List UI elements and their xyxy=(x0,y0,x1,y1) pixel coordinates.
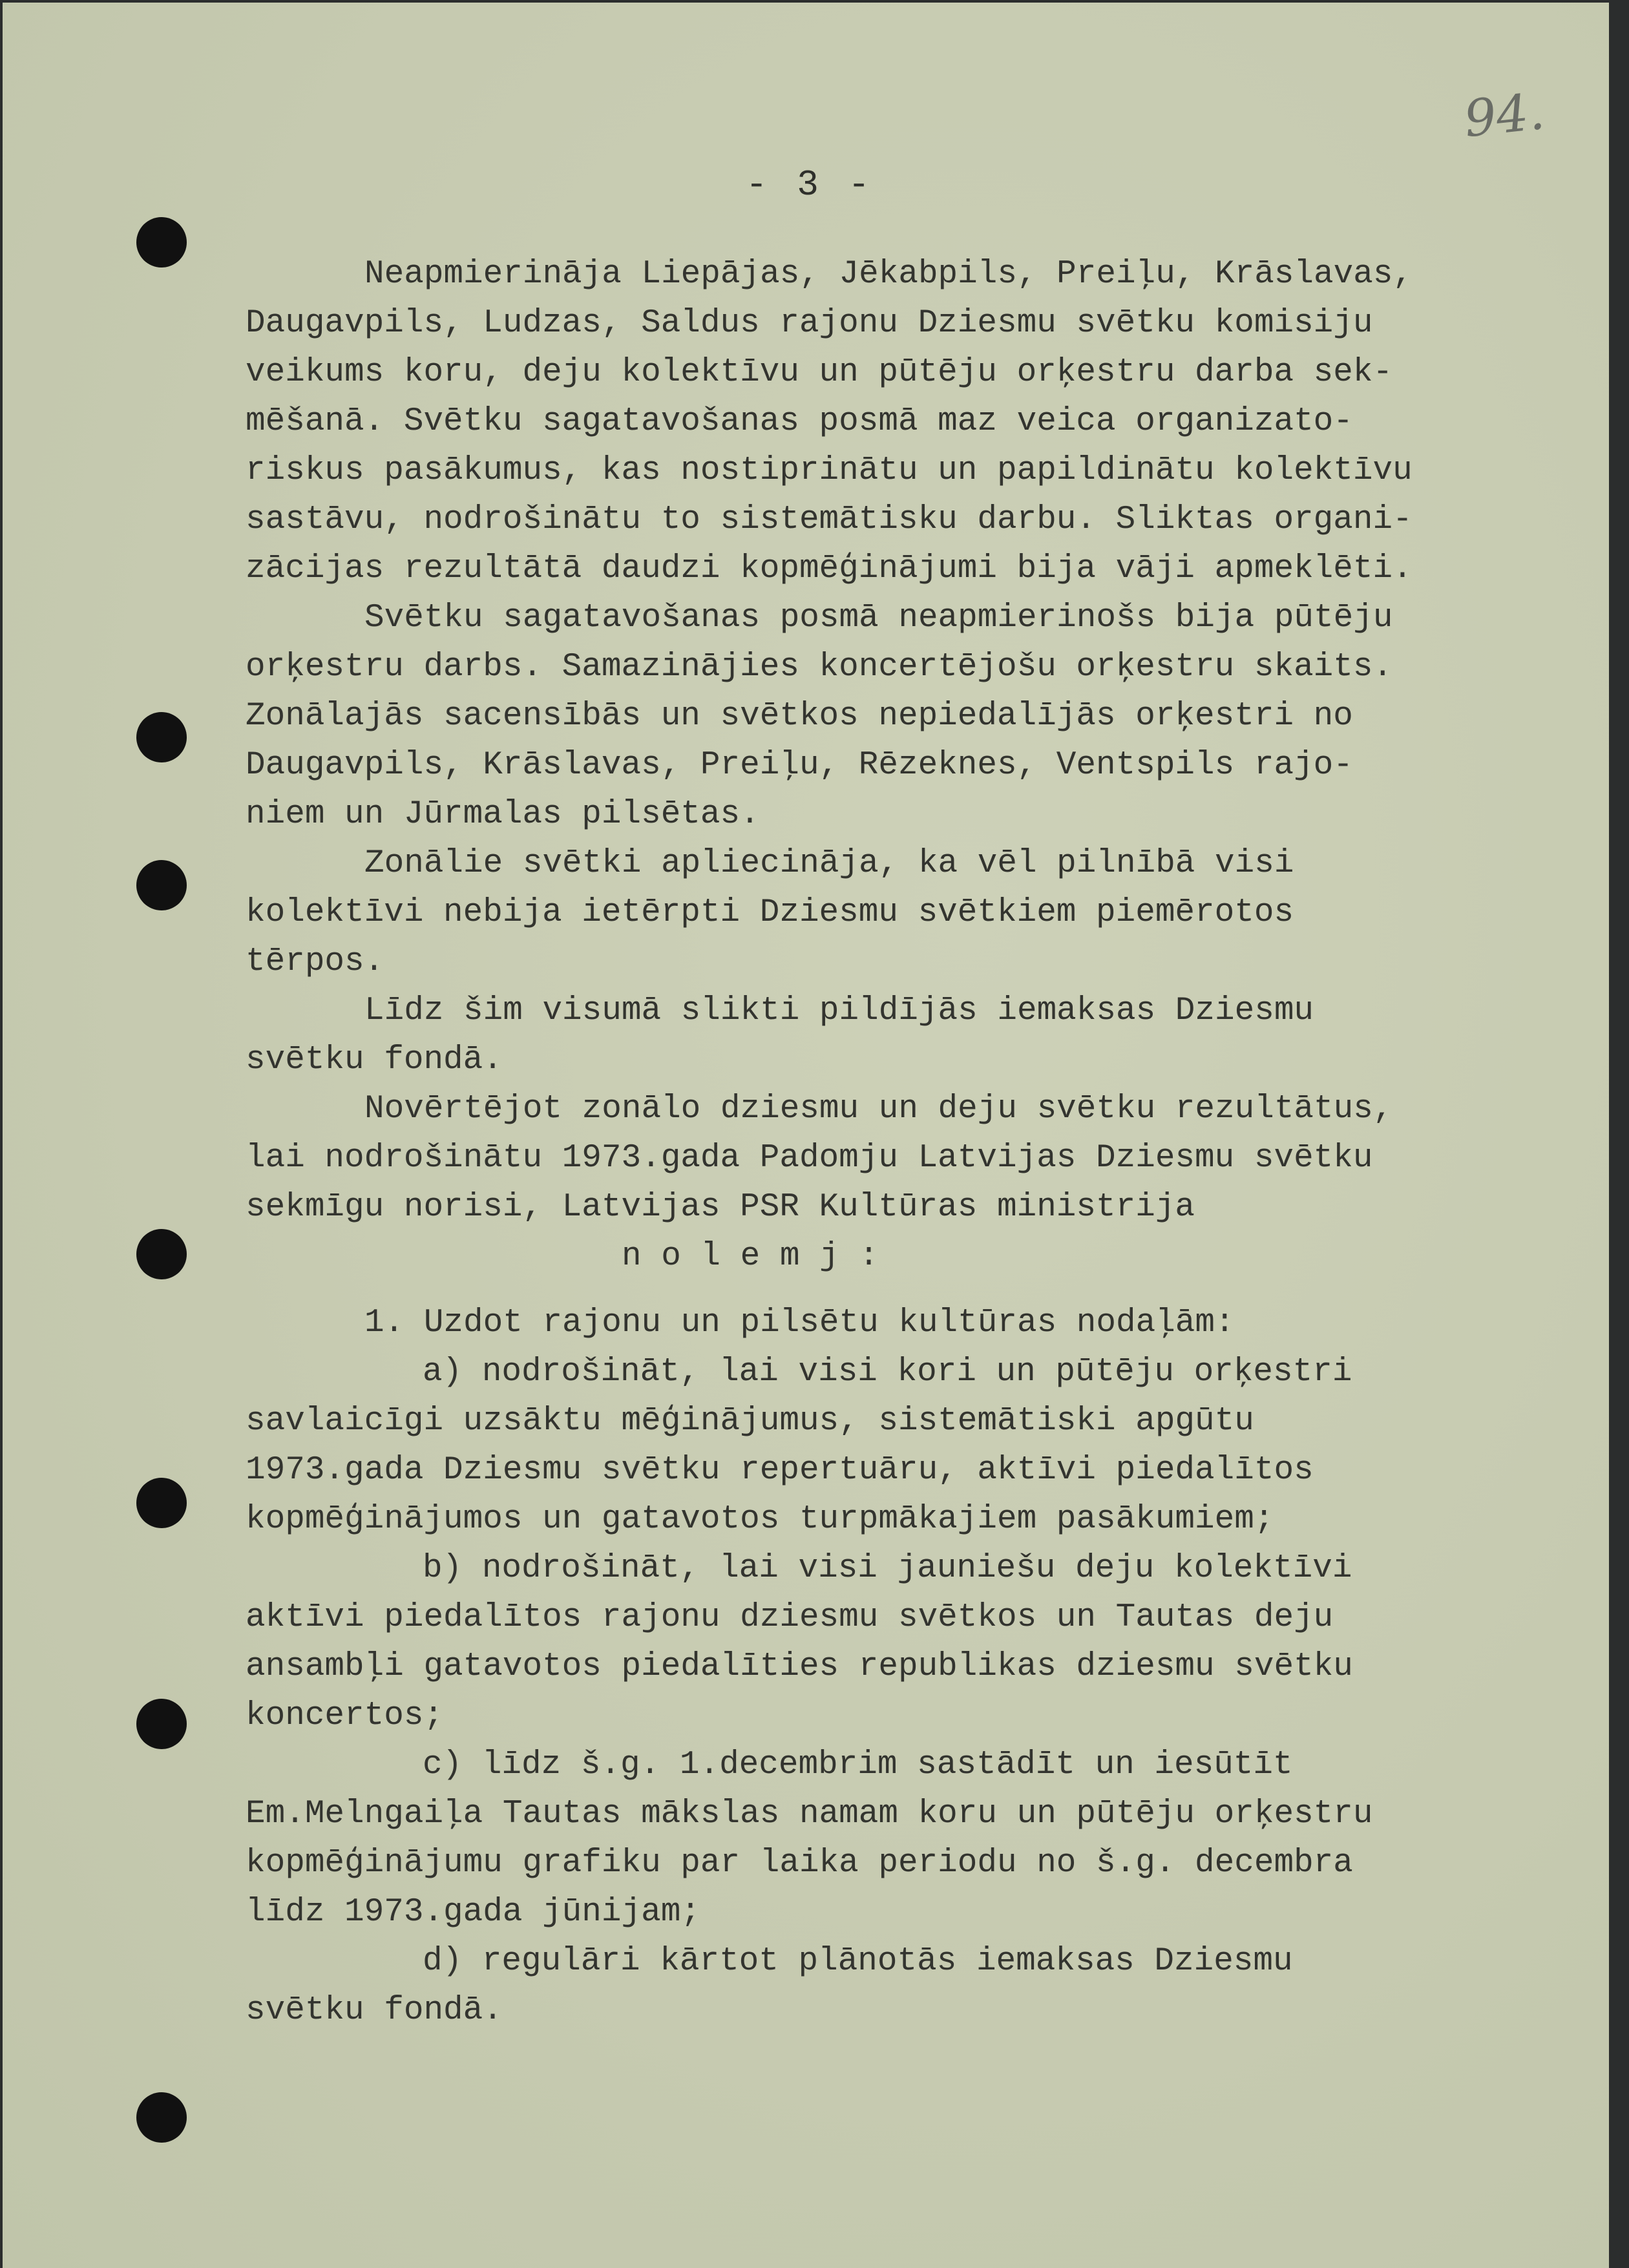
page-number: - 3 - xyxy=(746,164,874,205)
text-line: veikums koru, deju kolektīvu un pūtēju orķestru darba sek- xyxy=(246,354,1393,391)
text-line: līdz 1973.gada jūnijam; xyxy=(246,1894,700,1931)
text-line: mēšanā. Svētku sagatavošanas posmā maz veica organizato- xyxy=(246,403,1353,440)
typewritten-body xyxy=(246,250,1473,2035)
text-line: ansambļi gatavotos piedalīties republikas dziesmu svētku xyxy=(246,1648,1353,1685)
text-line: aktīvi piedalītos rajonu dziesmu svētkos un Tautas deju xyxy=(246,1599,1334,1636)
punch-hole xyxy=(136,1229,187,1279)
text-line: Daugavpils, Krāslavas, Preiļu, Rēzeknes, Ventspils rajo- xyxy=(246,747,1353,784)
text-line: kopmēģinājumu grafiku par laika periodu no š.g. decembra xyxy=(246,1845,1353,1882)
text-line: riskus pasākumus, kas nostiprinātu un papildinātu kolektīvu xyxy=(246,452,1413,489)
text-line: orķestru darbs. Samazinājies koncertējošu orķestru skaits. xyxy=(246,649,1393,686)
text-line: niem un Jūrmalas pilsētas. xyxy=(246,796,760,833)
punch-hole xyxy=(136,860,187,910)
text-line: zācijas rezultātā daudzi kopmēģinājumi bija vāji apmeklēti. xyxy=(246,551,1413,587)
punch-hole xyxy=(136,217,187,268)
punch-hole xyxy=(136,2092,187,2143)
resolution-heading: n o l e m j : xyxy=(622,1238,879,1275)
text-line: Zonālajās sacensībās un svētkos nepiedalījās orķestri no xyxy=(246,698,1353,735)
text-line: Līdz šim visumā slikti pildījās iemaksas Dziesmu xyxy=(364,992,1314,1029)
text-line: Em.Melngaiļa Tautas mākslas namam koru un pūtēju orķestru xyxy=(246,1796,1373,1832)
text-line: a) nodrošināt, lai visi kori un pūtēju orķestri xyxy=(423,1354,1352,1391)
punch-hole xyxy=(136,1478,187,1528)
text-line: sastāvu, nodrošinātu to sistemātisku darbu. Sliktas organi- xyxy=(246,501,1413,538)
text-line: tērpos. xyxy=(246,943,384,980)
text-line: kopmēģinājumos un gatavotos turpmākajiem pasākumiem; xyxy=(246,1501,1274,1538)
punch-hole xyxy=(136,712,187,762)
text-line: kolektīvi nebija ietērpti Dziesmu svētkiem piemērotos xyxy=(246,894,1294,931)
text-line: 1973.gada Dziesmu svētku repertuāru, aktīvi piedalītos xyxy=(246,1452,1314,1489)
text-line: d) regulāri kārtot plānotās iemaksas Dziesmu xyxy=(423,1943,1293,1980)
text-line: koncertos; xyxy=(246,1697,444,1734)
text-line: lai nodrošinātu 1973.gada Padomju Latvijas Dziesmu svētku xyxy=(246,1140,1373,1177)
text-line: Neapmierināja Liepājas, Jēkabpils, Preiļu, Krāslavas, xyxy=(364,256,1413,293)
document-page xyxy=(3,3,1609,2268)
text-line: Novērtējot zonālo dziesmu un deju svētku rezultātus, xyxy=(364,1091,1393,1128)
text-line: Svētku sagatavošanas posmā neapmierinošs bija pūtēju xyxy=(364,600,1393,636)
text-line: Daugavpils, Ludzas, Saldus rajonu Dziesmu svētku komisiju xyxy=(246,305,1373,342)
text-line: b) nodrošināt, lai visi jauniešu deju kolektīvi xyxy=(423,1550,1352,1587)
punch-hole xyxy=(136,1699,187,1749)
handwritten-folio-number: 94. xyxy=(1461,82,1548,149)
text-line: svētku fondā. xyxy=(246,1042,503,1078)
text-line: svētku fondā. xyxy=(246,1992,503,2029)
text-line: 1. Uzdot rajonu un pilsētu kultūras nodaļām: xyxy=(364,1305,1235,1341)
text-line: Zonālie svētki apliecināja, ka vēl pilnībā visi xyxy=(364,845,1294,882)
text-line: sekmīgu norisi, Latvijas PSR Kultūras ministrija xyxy=(246,1189,1195,1226)
text-line: savlaicīgi uzsāktu mēģinājumus, sistemātiski apgūtu xyxy=(246,1403,1254,1440)
text-line: c) līdz š.g. 1.decembrim sastādīt un iesūtīt xyxy=(423,1747,1293,1783)
